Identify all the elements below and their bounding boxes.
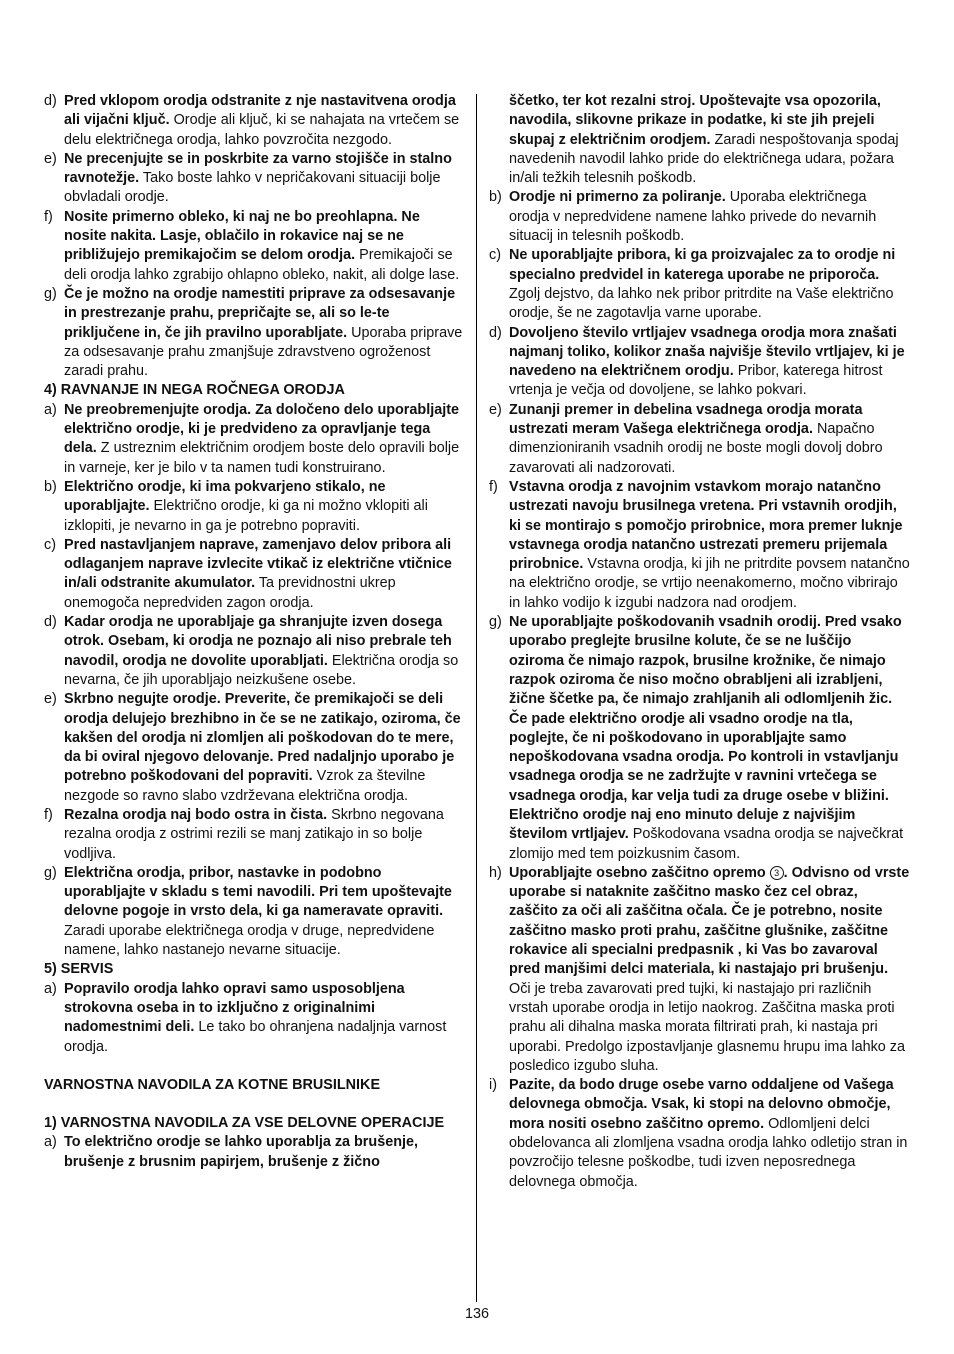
explanation-text: Napačno dimenzioniranih vsadnih orodij ne boste mogli dovolj dobro zavarovati ali nadzorovati.: [509, 421, 883, 476]
list-item: [44, 208, 466, 285]
list-item: [44, 285, 466, 381]
list-item: [44, 613, 466, 690]
list-item: [44, 92, 466, 150]
bold-instruction: To električno orodje se lahko uporablja za brušenje, brušenje z brusnim papirjem, brušenje z žično: [64, 1134, 418, 1170]
explanation-text: Poškodovana vsadna orodja se največkrat zlomijo med tem poizkusnim časom.: [509, 826, 904, 862]
list-item: [44, 478, 466, 536]
spacer: [44, 1095, 466, 1114]
bold-instruction: Vstavna orodja z navojnim vstavkom morajo natančno ustrezati navoju brusilnega vretena. Pri vstavnih orodjih, ki se montirajo s pomočjo prirobnice, mora premer luknje vstavnega orodja natančno ustrezati premeru prijemala prirobnice.: [509, 478, 903, 573]
bold-instruction: Električno orodje, ki ima pokvarjeno stikalo, ne uporabljajte.: [64, 478, 386, 515]
list-item: [489, 246, 910, 323]
list-marker: g): [44, 285, 57, 302]
list-item: [44, 980, 466, 1057]
bold-instruction: ščetko, ter kot rezalni stroj. Upoštevajte vsa opozorila, navodila, slikovne prikaze in podatke, ki ste jih prejeli skupaj z električnim orodjem.: [509, 93, 881, 148]
explanation-text: Zaradi uporabe električnega orodja v druge, nepredvidene namene, lahko nastanejo nevarne situacije.: [64, 922, 435, 959]
list-marker: i): [489, 1077, 497, 1094]
bold-instruction: Kadar orodja ne uporabljaje ga shranjujte izven dosega otrok. Osebam, ki orodja ne poznajo ali niso prebrale teh navodil, orodja ne dovolite uporabljati.: [64, 614, 452, 669]
list-item: [44, 150, 466, 208]
spacer: [44, 1057, 466, 1076]
page-number: 136: [464, 1306, 489, 1322]
bold-instruction: Dovoljeno število vrtljajev vsadnega orodja mora znašati najmanj toliko, kolikor znaša najvišje število vrtljajev, ki je navedeno na električnem orodju.: [509, 324, 905, 380]
explanation-text: Električno orodje, ki ga ni možno vklopiti ali izklopiti, je nevarno in ga je potrebno popraviti.: [64, 498, 428, 534]
explanation-text: Vstavna orodja, ki jih ne pritrdite povsem natančno na električno orodje, se vrtijo neenakomerno, močno vibrirajo in lahko vodijo k izgubi nadzora nad orodjem.: [509, 556, 910, 611]
left-column: [44, 92, 466, 1172]
list-item: [489, 188, 910, 246]
explanation-text: Ta previdnostni ukrep onemogoča nepredviden zagon orodja.: [64, 575, 396, 611]
list-item: [44, 1133, 466, 1172]
bold-instruction: Ne precenjujte se in poskrbite za varno stojišče in stalno ravnotežje.: [64, 150, 452, 187]
list-marker: f): [489, 478, 498, 495]
bold-instruction: Če je možno na orodje namestiti priprave za odsesavanje in prestrezanje prahu, prepričajte se, ali so le-te priključene in, če jih pravilno uporabljate.: [64, 285, 456, 341]
bold-instruction: Pred vklopom orodja odstranite z nje nastavitvena orodja ali vijačni ključ.: [64, 93, 456, 129]
list-item: [44, 806, 466, 864]
bold-instruction: Uporabljajte osebno zaščitno opremo: [509, 864, 766, 881]
list-item: [489, 1076, 910, 1192]
list-marker: e): [44, 150, 57, 167]
bold-instruction: Ne uporabljajte pribora, ki ga proizvajalec za to orodje ni specialno predvidel in katerega uporabe ne priporoča.: [509, 247, 896, 283]
list-marker: b): [489, 189, 502, 206]
bold-instruction: Popravilo orodja lahko opravi samo usposobljena strokovna oseba in to izključno z originalnimi nadomestnimi deli.: [64, 980, 405, 1036]
list-item: [489, 324, 910, 401]
list-item: [44, 690, 466, 806]
column-divider: [476, 94, 477, 1302]
bold-instruction: Pred nastavljanjem naprave, zamenjavo delov pribora ali odlaganjem naprave izvlecite vtikač iz električne vtičnice in/ali odstranite akumulator.: [64, 536, 452, 592]
explanation-text: Odlomljeni delci obdelovanca ali zlomljena vsadna orodja lahko odletijo stran in povzročijo telesne poškodbe, tudi izven neposrednega delovnega območja.: [509, 1115, 908, 1190]
list-item: [44, 401, 466, 478]
bold-instruction: Zunanji premer in debelina vsadnega orodja morata ustrezati meram Vašega električnega orodja.: [509, 401, 863, 438]
list-marker: a): [44, 1134, 57, 1151]
bold-instruction: Rezalna orodja naj bodo ostra in čista.: [64, 806, 328, 823]
explanation-text: Električna orodja so nevarna, če jih uporabljajo neizkušene osebe.: [64, 652, 459, 688]
explanation-text: Zaradi nespoštovanja spodaj navedenih navodil lahko pride do električnega udara, požara in/ali težkih telesnih poškodb.: [509, 131, 899, 187]
list-marker: g): [44, 864, 57, 881]
figure-ref-circle: 3: [770, 866, 784, 880]
bold-instruction: Električna orodja, pribor, nastavke in podobno uporabljajte v skladu s temi navodili. Pri tem upoštevajte delovne pogoje in vrsto dela, ki ga nameravate opraviti.: [64, 864, 452, 920]
list-marker: f): [44, 208, 53, 225]
list-marker: b): [44, 478, 57, 495]
bold-instruction: Skrbno negujte orodje. Preverite, če premikajoči se deli orodja delujejo brezhibno in če se ne zatikajo, oziroma, če kakšen del orodja ni zlomljen ali poškodovan do te mere, da bi oviral njegovo delovanje. Pred nadaljnjo uporabo je potrebno poškodovani del popraviti.: [64, 691, 461, 785]
list-marker: d): [489, 324, 502, 341]
right-column: [489, 92, 910, 1192]
explanation-text: Uporaba priprave za odsesavanje prahu zmanjšuje zdravstveno ogroženost zaradi prahu.: [64, 324, 463, 380]
list-marker: c): [44, 536, 56, 553]
continued-paragraph: [489, 92, 910, 188]
explanation-text: Premikajoči se deli orodja lahko zgrabijo ohlapno obleko, nakit, ali dolge lase.: [64, 247, 460, 283]
section-heading: 4) RAVNANJE IN NEGA ROČNEGA ORODJA: [44, 382, 345, 399]
list-marker: f): [44, 806, 53, 823]
section-heading: 1) VARNOSTNA NAVODILA ZA VSE DELOVNE OPERACIJE: [44, 1115, 445, 1132]
section-heading: 5) SERVIS: [44, 961, 114, 978]
explanation-text: Tako boste lahko v nepričakovani situaciji bolje obvladali orodje.: [64, 170, 441, 206]
explanation-text: Oči je treba zavarovati pred tujki, ki nastajajo pri različnih vrstah uporabe orodja in letijo naokrog. Zaščitna maska proti prahu ali dihalna maska morata filtrirati prah, ki nastaja pri uporabi. Predolgo izpostavljanje glasnemu hrupu ima lahko za posledico izgubo sluha.: [509, 980, 905, 1074]
list-item: [489, 613, 910, 864]
explanation-text: Z ustreznim električnim orodjem boste delo opravili bolje in varneje, ker je bilo v ta namen tudi konstruirano.: [64, 440, 460, 476]
list-marker: d): [44, 614, 57, 631]
list-item: [489, 478, 910, 613]
bold-instruction: Ne uporabljajte poškodovanih vsadnih orodij. Pred vsako uporabo preglejte brusilne kolute, če se ne luščijo oziroma če nimajo razpok, brusilne krožnike, če nimajo razpok oziroma če niso močno obrabljeni ali izrabljeni, žične ščetke pa, če nimajo zrahljanih ali odlomljenih žic. Če pade električno orodje ali vsadno orodje na tla, poglejte, če ni poškodovano in uporabljajte samo nepoškodovana vsadna orodja. Po kontroli in vstavljanju vsadnega orodja se ne zadržujte v ravnini vrtečega se vsadnega orodja, kar velja tudi za druge osebe v bližini. Električno orodje naj eno minuto deluje z najvišjim številom vrtljajev.: [509, 614, 902, 843]
bold-instruction: . Odvisno od vrste uporabe si nataknite zaščitno masko čez cel obraz, zaščito za oči ali zaščitna očala. Če je potrebno, nosite zaščitno masko proti prahu, zaščitne glušnike, zaščitne rokavice ali specialni predpasnik , ki Vas bo zavaroval pred manjšimi delci materiala, ki nastajajo pri brušenju.: [509, 864, 910, 978]
list-marker: h): [489, 864, 502, 881]
explanation-text: Orodje ali ključ, ki se nahajata na vrtečem se delu električnega orodja, lahko povzročita nezgodo.: [64, 112, 460, 148]
list-marker: d): [44, 93, 57, 109]
bold-instruction: Orodje ni primerno za poliranje.: [509, 189, 726, 206]
bold-instruction: Ne preobremenjujte orodja. Za določeno delo uporabljajte električno orodje, ki je predvideno za opravljanje tega dela.: [64, 401, 459, 457]
list-marker: e): [489, 401, 502, 418]
list-marker: a): [44, 401, 57, 418]
explanation-text: Zgolj dejstvo, da lahko nek pribor pritrdite na Vaše električno orodje, še ne zagotavlja varne uporabe.: [509, 285, 894, 322]
explanation-text: Uporaba električnega orodja v nepredvidene namene lahko privede do nevarnih situacij in telesnih poškodb.: [509, 189, 877, 245]
list-marker: c): [489, 247, 501, 264]
bold-instruction: Nosite primerno obleko, ki naj ne bo preohlapna. Ne nosite nakita. Lasje, oblačilo in rokavice naj se ne približujejo premikajočim se delom orodja.: [64, 208, 420, 264]
section-heading: VARNOSTNA NAVODILA ZA KOTNE BRUSILNIKE: [44, 1076, 381, 1093]
list-marker: g): [489, 614, 502, 631]
list-item: [44, 864, 466, 960]
explanation-text: Pribor, katerega hitrost vrtenja je večja od dovoljene, se lahko pokvari.: [509, 363, 883, 399]
explanation-text: Skrbno negovana rezalna orodja z ostrimi rezili se manj zatikajo in so bolje vodljiva.: [64, 806, 444, 862]
explanation-text: Le tako bo ohranjena nadaljnja varnost orodja.: [64, 1019, 447, 1055]
bold-instruction: Pazite, da bodo druge osebe varno oddaljene od Vašega delovnega območja. Vsak, ki stopi na delovno območje, mora nositi osebno zaščitno opremo.: [509, 1077, 894, 1132]
list-item: [44, 536, 466, 613]
list-marker: a): [44, 980, 57, 997]
list-item: [489, 401, 910, 478]
list-item: [489, 864, 910, 1076]
list-marker: e): [44, 691, 57, 708]
explanation-text: Vzrok za številne nezgode so ravno slabo vzdrževana električna orodja.: [64, 768, 426, 804]
